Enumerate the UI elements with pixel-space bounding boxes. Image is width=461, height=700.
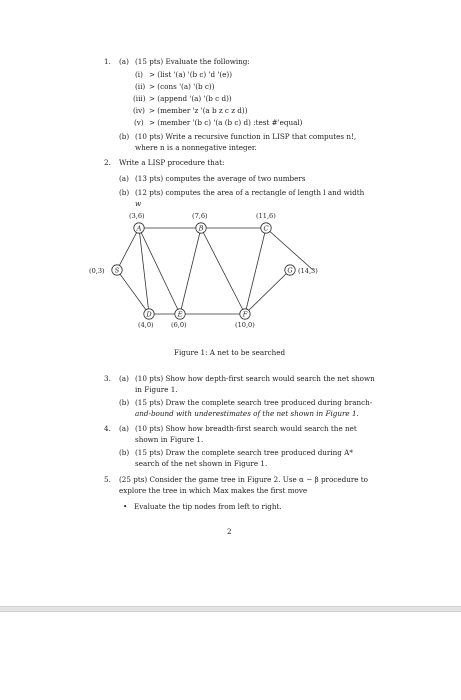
q2b-line2: w: [135, 199, 142, 208]
node-label: E: [177, 310, 183, 319]
next-page: [0, 612, 461, 700]
node-coord: (11,6): [256, 212, 276, 220]
q1b-label: (b): [119, 132, 130, 141]
bullet-icon: •: [123, 502, 128, 511]
q1a-item-label: (ii): [135, 82, 146, 91]
q3b-line1: (15 pts) Draw the complete search tree produced during branch-: [135, 398, 373, 407]
node-label: S: [114, 266, 120, 275]
q1a-text: (15 pts) Evaluate the following:: [135, 57, 250, 66]
q1b-line2: where n is a nonnegative integer.: [135, 143, 257, 152]
q2b-line1: (12 pts) computes the area of a rectangle of length l and width: [135, 188, 365, 197]
q1a-item-text: > (list '(a) '(b c) 'd '(e)): [149, 70, 233, 79]
node-coord: (10,0): [235, 321, 255, 329]
q2a-label: (a): [119, 174, 129, 183]
node-label: F: [242, 310, 248, 319]
q3a-label: (a): [119, 374, 129, 383]
q1-number: 1.: [104, 57, 111, 66]
node-label: C: [263, 224, 269, 233]
node-label: A: [136, 224, 142, 233]
q2-number: 2.: [104, 158, 111, 167]
q5-line2: explore the tree in which Max makes the first move: [119, 486, 308, 495]
node-coord: (4,0): [138, 321, 154, 329]
node-label: B: [198, 224, 204, 233]
q4b-line2: search of the net shown in Figure 1.: [135, 459, 268, 468]
page-number: 2: [227, 527, 232, 536]
node-coord: (14,3): [298, 267, 318, 275]
q1a-item-text: > (append '(a) '(b c d)): [149, 94, 232, 103]
q4b-line1: (15 pts) Draw the complete search tree produced during A*: [135, 448, 353, 457]
q5-line1: (25 pts) Consider the game tree in Figure 2. Use α − β procedure to: [119, 475, 369, 484]
figure-1-graph: [0, 0, 461, 340]
q5-number: 5.: [104, 475, 111, 484]
q1a-item-text: > (member 'z '(a b z c z d)): [149, 106, 248, 115]
q1a-item-label: (iii): [133, 94, 146, 103]
q4-number: 4.: [104, 424, 111, 433]
q3a-line1: (10 pts) Show how depth-first search would search the net shown: [135, 374, 375, 383]
node-label: G: [287, 266, 293, 275]
q4a-line2: shown in Figure 1.: [135, 435, 204, 444]
node-coord: (7,6): [192, 212, 208, 220]
q1a-label: (a): [119, 57, 129, 66]
node-coord: (6,0): [171, 321, 187, 329]
q1a-item-label: (i): [135, 70, 143, 79]
q1a-item-label: (v): [134, 118, 144, 127]
node-coord: (0,3): [89, 267, 105, 275]
q1a-item-text: > (cons '(a) '(b c)): [149, 82, 215, 91]
figure-caption: Figure 1: A net to be searched: [174, 348, 286, 357]
node-label: D: [146, 310, 152, 319]
q3b-label: (b): [119, 398, 130, 407]
q4a-line1: (10 pts) Show how breadth-first search would search the net: [135, 424, 357, 433]
q1a-item-label: (iv): [133, 106, 145, 115]
q3-number: 3.: [104, 374, 111, 383]
q2-text: Write a LISP procedure that:: [119, 158, 225, 167]
node-coord: (3,6): [129, 212, 145, 220]
q2a-text: (13 pts) computes the average of two numbers: [135, 174, 306, 183]
q2b-label: (b): [119, 188, 130, 197]
q5-bullet-text: Evaluate the tip nodes from left to right.: [134, 502, 282, 511]
q4a-label: (a): [119, 424, 129, 433]
q3b-line2: and-bound with underestimates of the net shown in Figure 1.: [135, 409, 359, 418]
q1b-line1: (10 pts) Write a recursive function in LISP that computes n!,: [135, 132, 357, 141]
q3a-line2: in Figure 1.: [135, 385, 178, 394]
q4b-label: (b): [119, 448, 130, 457]
q1a-item-text: > (member '(b c) '(a (b c) d) :test #'equal): [149, 118, 303, 127]
